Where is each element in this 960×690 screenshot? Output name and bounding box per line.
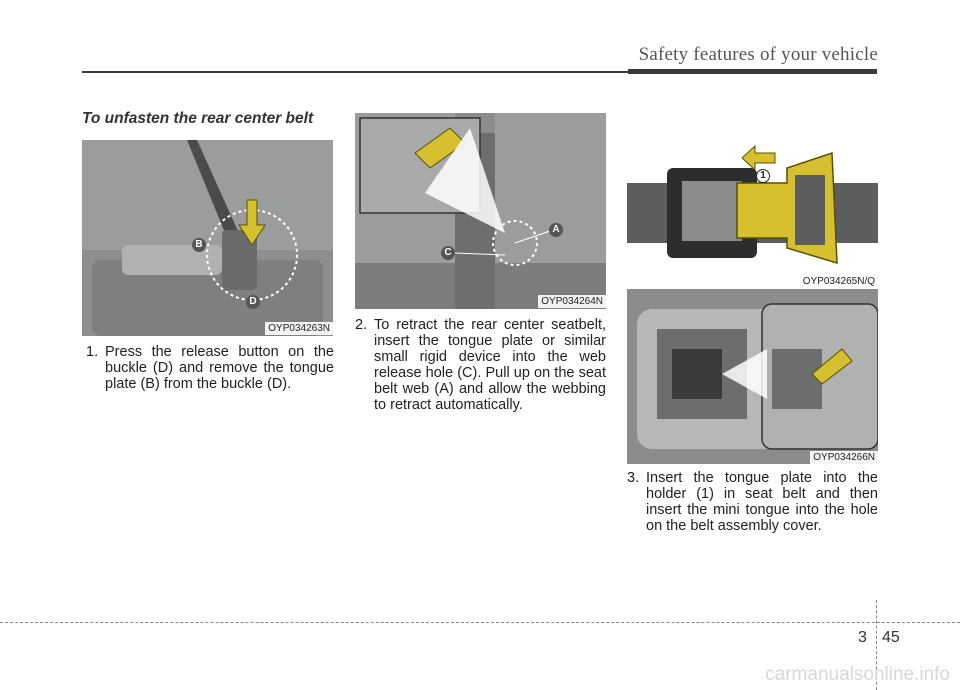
step-number: 2. (355, 317, 368, 333)
figure-release-button (82, 140, 333, 336)
step-number: 3. (627, 470, 640, 486)
chapter-number: 3 (858, 629, 867, 646)
step-3 (627, 470, 878, 534)
footer-rule (0, 622, 960, 623)
section-heading: To unfasten the rear center belt (82, 110, 314, 127)
figure-code: OYP034265N/Q (800, 275, 878, 288)
step-2 (355, 317, 606, 413)
step-number: 1. (86, 344, 99, 360)
callout-c: C (441, 246, 455, 260)
callout-b: B (192, 238, 206, 252)
figure-web-release-hole (355, 113, 606, 309)
callout-d: D (246, 295, 260, 309)
step-text: To retract the rear center seatbelt, insert the tongue plate or similar small rigid device into the web release hole (C). Pull up on the seat belt web (A) and allow the webbing to retract automatically. (374, 317, 606, 413)
page-header-title: Safety features of your vehicle (638, 44, 878, 65)
step-text: Insert the tongue plate into the holder (1) in seat belt and then insert the mini tongue into the hole on the belt assembly cover. (646, 470, 878, 534)
watermark: carmanualsonline.info (765, 664, 950, 685)
figure-code: OYP034264N (538, 295, 606, 308)
figure-tongue-holder (627, 113, 878, 288)
step-text: Press the release button on the buckle (D) and remove the tongue plate (B) from the buckle (D). (105, 344, 334, 392)
callout-1: 1 (756, 169, 770, 183)
header-rule-accent (628, 69, 877, 74)
figure-belt-cover (627, 289, 878, 464)
page-number: 45 (882, 629, 900, 646)
callout-a: A (549, 223, 563, 237)
figure-code: OYP034266N (810, 451, 878, 464)
figure-code: OYP034263N (265, 322, 333, 335)
step-1 (86, 344, 334, 392)
